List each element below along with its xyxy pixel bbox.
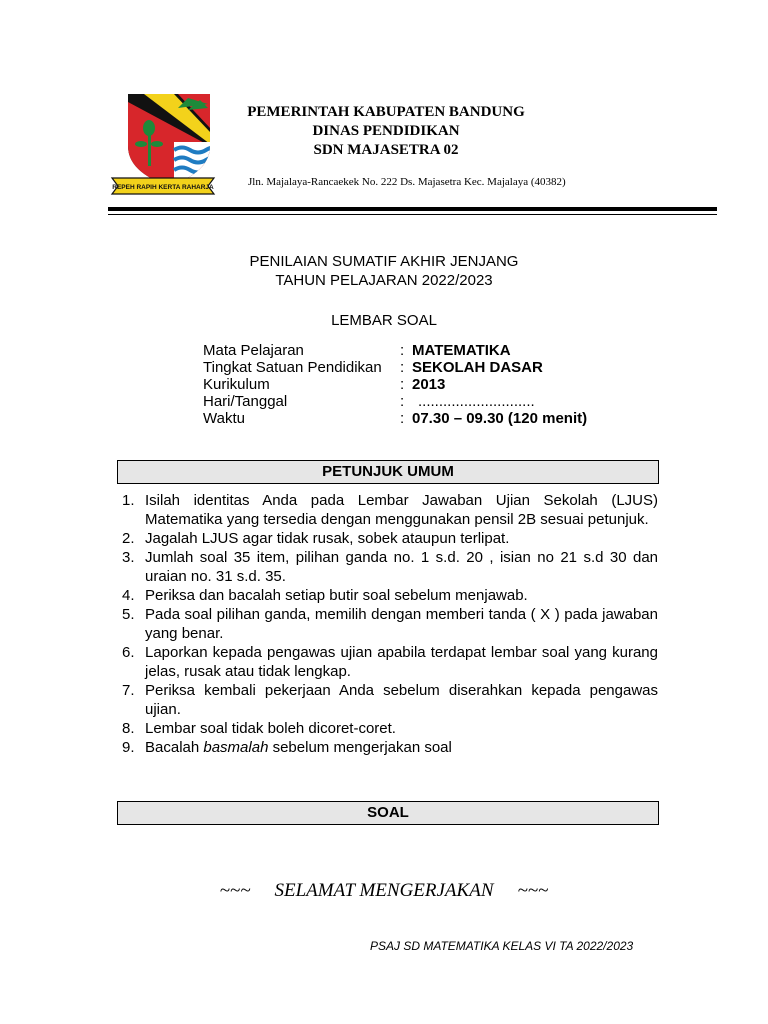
instructions-list: [122, 491, 658, 757]
list-item: 9. Bacalah basmalah sebelum mengerjakan soal: [122, 739, 452, 756]
exam-title: PENILAIAN SUMATIF AKHIR JENJANG: [249, 253, 519, 270]
general-instructions-heading: PETUNJUK UMUM: [117, 460, 659, 484]
list-item: 5. Pada soal pilihan ganda, memilih dengan memberi tanda ( X ) pada jawaban yang benar.: [122, 606, 658, 642]
identity-colon: :: [400, 376, 405, 393]
school-address: Jln. Majalaya-Rancaekek No. 222 Ds. Majasetra Kec. Majalaya (40382): [248, 176, 566, 188]
letterhead-divider-thick: [108, 207, 717, 211]
closing-message: ~~~ SELAMAT MENGERJAKAN ~~~: [219, 880, 549, 901]
identity-colon: :: [400, 393, 405, 410]
list-item: 2. Jagalah LJUS agar tidak rusak, sobek ataupun terlipat.: [122, 530, 510, 547]
academic-year: TAHUN PELAJARAN 2022/2023: [275, 272, 493, 289]
list-item: 1. Isilah identitas Anda pada Lembar Jawaban Ujian Sekolah (LJUS) Matematika yang tersedia dengan menggunakan pensil 2B sesuai petunjuk.: [122, 492, 658, 528]
identity-colon: :: [400, 359, 405, 376]
identity-value-level: SEKOLAH DASAR: [412, 359, 543, 376]
identity-value-curriculum: 2013: [412, 376, 446, 393]
identity-label-level: Tingkat Satuan Pendidikan: [203, 359, 382, 376]
identity-label-time: Waktu: [203, 410, 245, 427]
identity-value-subject: MATEMATIKA: [412, 342, 511, 359]
questions-heading: SOAL: [117, 801, 659, 825]
identity-label-curriculum: Kurikulum: [203, 376, 270, 393]
page-footer: PSAJ SD MATEMATIKA KELAS VI TA 2022/2023: [370, 939, 634, 953]
letterhead-divider-thin: [108, 214, 717, 215]
svg-text:REPEH RAPIH KERTA RAHARJA: REPEH RAPIH KERTA RAHARJA: [112, 184, 214, 191]
identity-value-time: 07.30 – 09.30 (120 menit): [412, 410, 588, 427]
regency-crest-logo: [108, 88, 218, 200]
list-item: 7. Periksa kembali pekerjaan Anda sebelum diserahkan kepada pengawas ujian.: [122, 682, 658, 718]
list-item: 8. Lembar soal tidak boleh dicoret-coret.: [122, 720, 396, 737]
letterhead-government: PEMERINTAH KABUPATEN BANDUNG: [247, 104, 525, 120]
list-item: 3. Jumlah soal 35 item, pilihan ganda no. 1 s.d. 20 , isian no 21 s.d 30 dan uraian no. 31 s.d. 35.: [122, 549, 658, 585]
sheet-title: LEMBAR SOAL: [331, 312, 437, 329]
identity-value-date: ............................: [418, 393, 535, 410]
identity-label-subject: Mata Pelajaran: [203, 342, 304, 359]
list-item: 6. Laporkan kepada pengawas ujian apabila terdapat lembar soal yang kurang jelas, rusak atau tidak lengkap.: [122, 644, 658, 680]
identity-label-date: Hari/Tanggal: [203, 393, 288, 410]
letterhead-department: DINAS PENDIDIKAN: [312, 123, 460, 139]
identity-colon: :: [400, 342, 405, 359]
identity-colon: :: [400, 410, 405, 427]
letterhead-school: SDN MAJASETRA 02: [313, 142, 459, 158]
list-item: 4. Periksa dan bacalah setiap butir soal sebelum menjawab.: [122, 587, 528, 604]
